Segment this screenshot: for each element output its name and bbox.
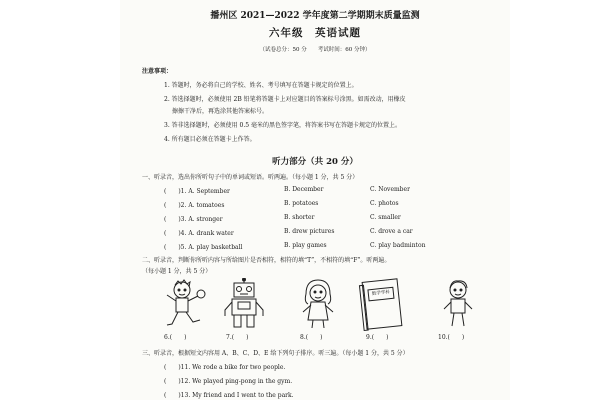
- question-4-b: B. drew pictures: [284, 228, 335, 235]
- part1-instruction: 一、听录音，选出你所听句子中的单词或短语。听两遍。（每小题 1 分，共 5 分）: [142, 174, 359, 181]
- question-4-a: ( )4. A. drank water: [164, 230, 234, 237]
- question-3-a: ( )3. A. stronger: [164, 216, 223, 223]
- note-item: 3. 答非选择题时，必须使用 0.5 毫米的黑色签字笔，将答案书写在答题卡规定的位置上。: [164, 122, 401, 129]
- part3-instruction: 三、听录音，根据短文内容用 A、B、C、D、E 给下列句子排序。听三遍。（每小题 1 分，共 5 分）: [142, 350, 409, 357]
- picture-label-9: 9.( ): [366, 334, 389, 341]
- part2-instruction: 二、听录音，判断你所听内容与所给图片是否相符，相符的填“T”，不相符的填“F”。听两遍。: [142, 257, 391, 264]
- book-cover-label: 数学学科: [367, 287, 394, 302]
- sort-item-11: ( )11. We rode a bike for two people.: [164, 364, 286, 371]
- picture-robot: [222, 278, 266, 330]
- note-item: 2. 答选择题时，必须使用 2B 铅笔将答题卡上对应题目的答案标号涂黑。如需改动，用橡皮: [164, 96, 406, 103]
- part2-points: （每小题 1 分，共 5 分）: [142, 268, 212, 275]
- listening-section-title: 听力部分（共 20 分）: [272, 157, 358, 167]
- exam-subtitle: 六年级 英语试题: [269, 27, 361, 39]
- question-5-a: ( )5. A. play basketball: [164, 244, 243, 251]
- picture-kid-playing: [160, 278, 210, 330]
- question-5-b: B. play games: [284, 242, 327, 249]
- question-1-c: C. November: [370, 186, 410, 193]
- question-1-b: B. December: [284, 186, 324, 193]
- question-5-c: C. play badminton: [370, 242, 426, 249]
- picture-girl: [296, 278, 340, 330]
- picture-boy: [436, 278, 480, 330]
- question-3-b: B. shorter: [284, 214, 315, 221]
- sort-item-12: ( )12. We played ping-pong in the gym.: [164, 378, 293, 385]
- note-item: 4. 所有题目必须在答题卡上作答。: [164, 136, 256, 143]
- exam-info: （试卷总分：50 分 考试时间：60 分钟）: [259, 47, 371, 53]
- picture-label-10: 10.( ): [438, 334, 465, 341]
- picture-label-8: 8.( ): [300, 334, 323, 341]
- sort-item-13: ( )13. My friend and I went to the park.: [164, 392, 294, 399]
- picture-book: [362, 278, 403, 330]
- question-2-c: C. photos: [370, 200, 399, 207]
- picture-label-7: 7.( ): [226, 334, 249, 341]
- notes-heading: 注意事项：: [142, 68, 173, 75]
- question-4-c: C. drove a car: [370, 228, 413, 235]
- exam-title: 播州区 2021—2022 学年度第二学期期末质量监测: [210, 11, 420, 21]
- note-item: 1. 答题时，务必将自己的学校、姓名、考号填写在答题卡规定的位置上。: [164, 82, 358, 89]
- question-1-a: ( )1. A. September: [164, 188, 230, 195]
- question-3-c: C. smaller: [370, 214, 401, 221]
- exam-page: [120, 0, 510, 400]
- question-2-a: ( )2. A. tomatoes: [164, 202, 225, 209]
- question-2-b: B. potatoes: [284, 200, 319, 207]
- note-item: 擦擦干净后，再选涂其他答案标号。: [172, 108, 269, 115]
- picture-label-6: 6.( ): [164, 334, 187, 341]
